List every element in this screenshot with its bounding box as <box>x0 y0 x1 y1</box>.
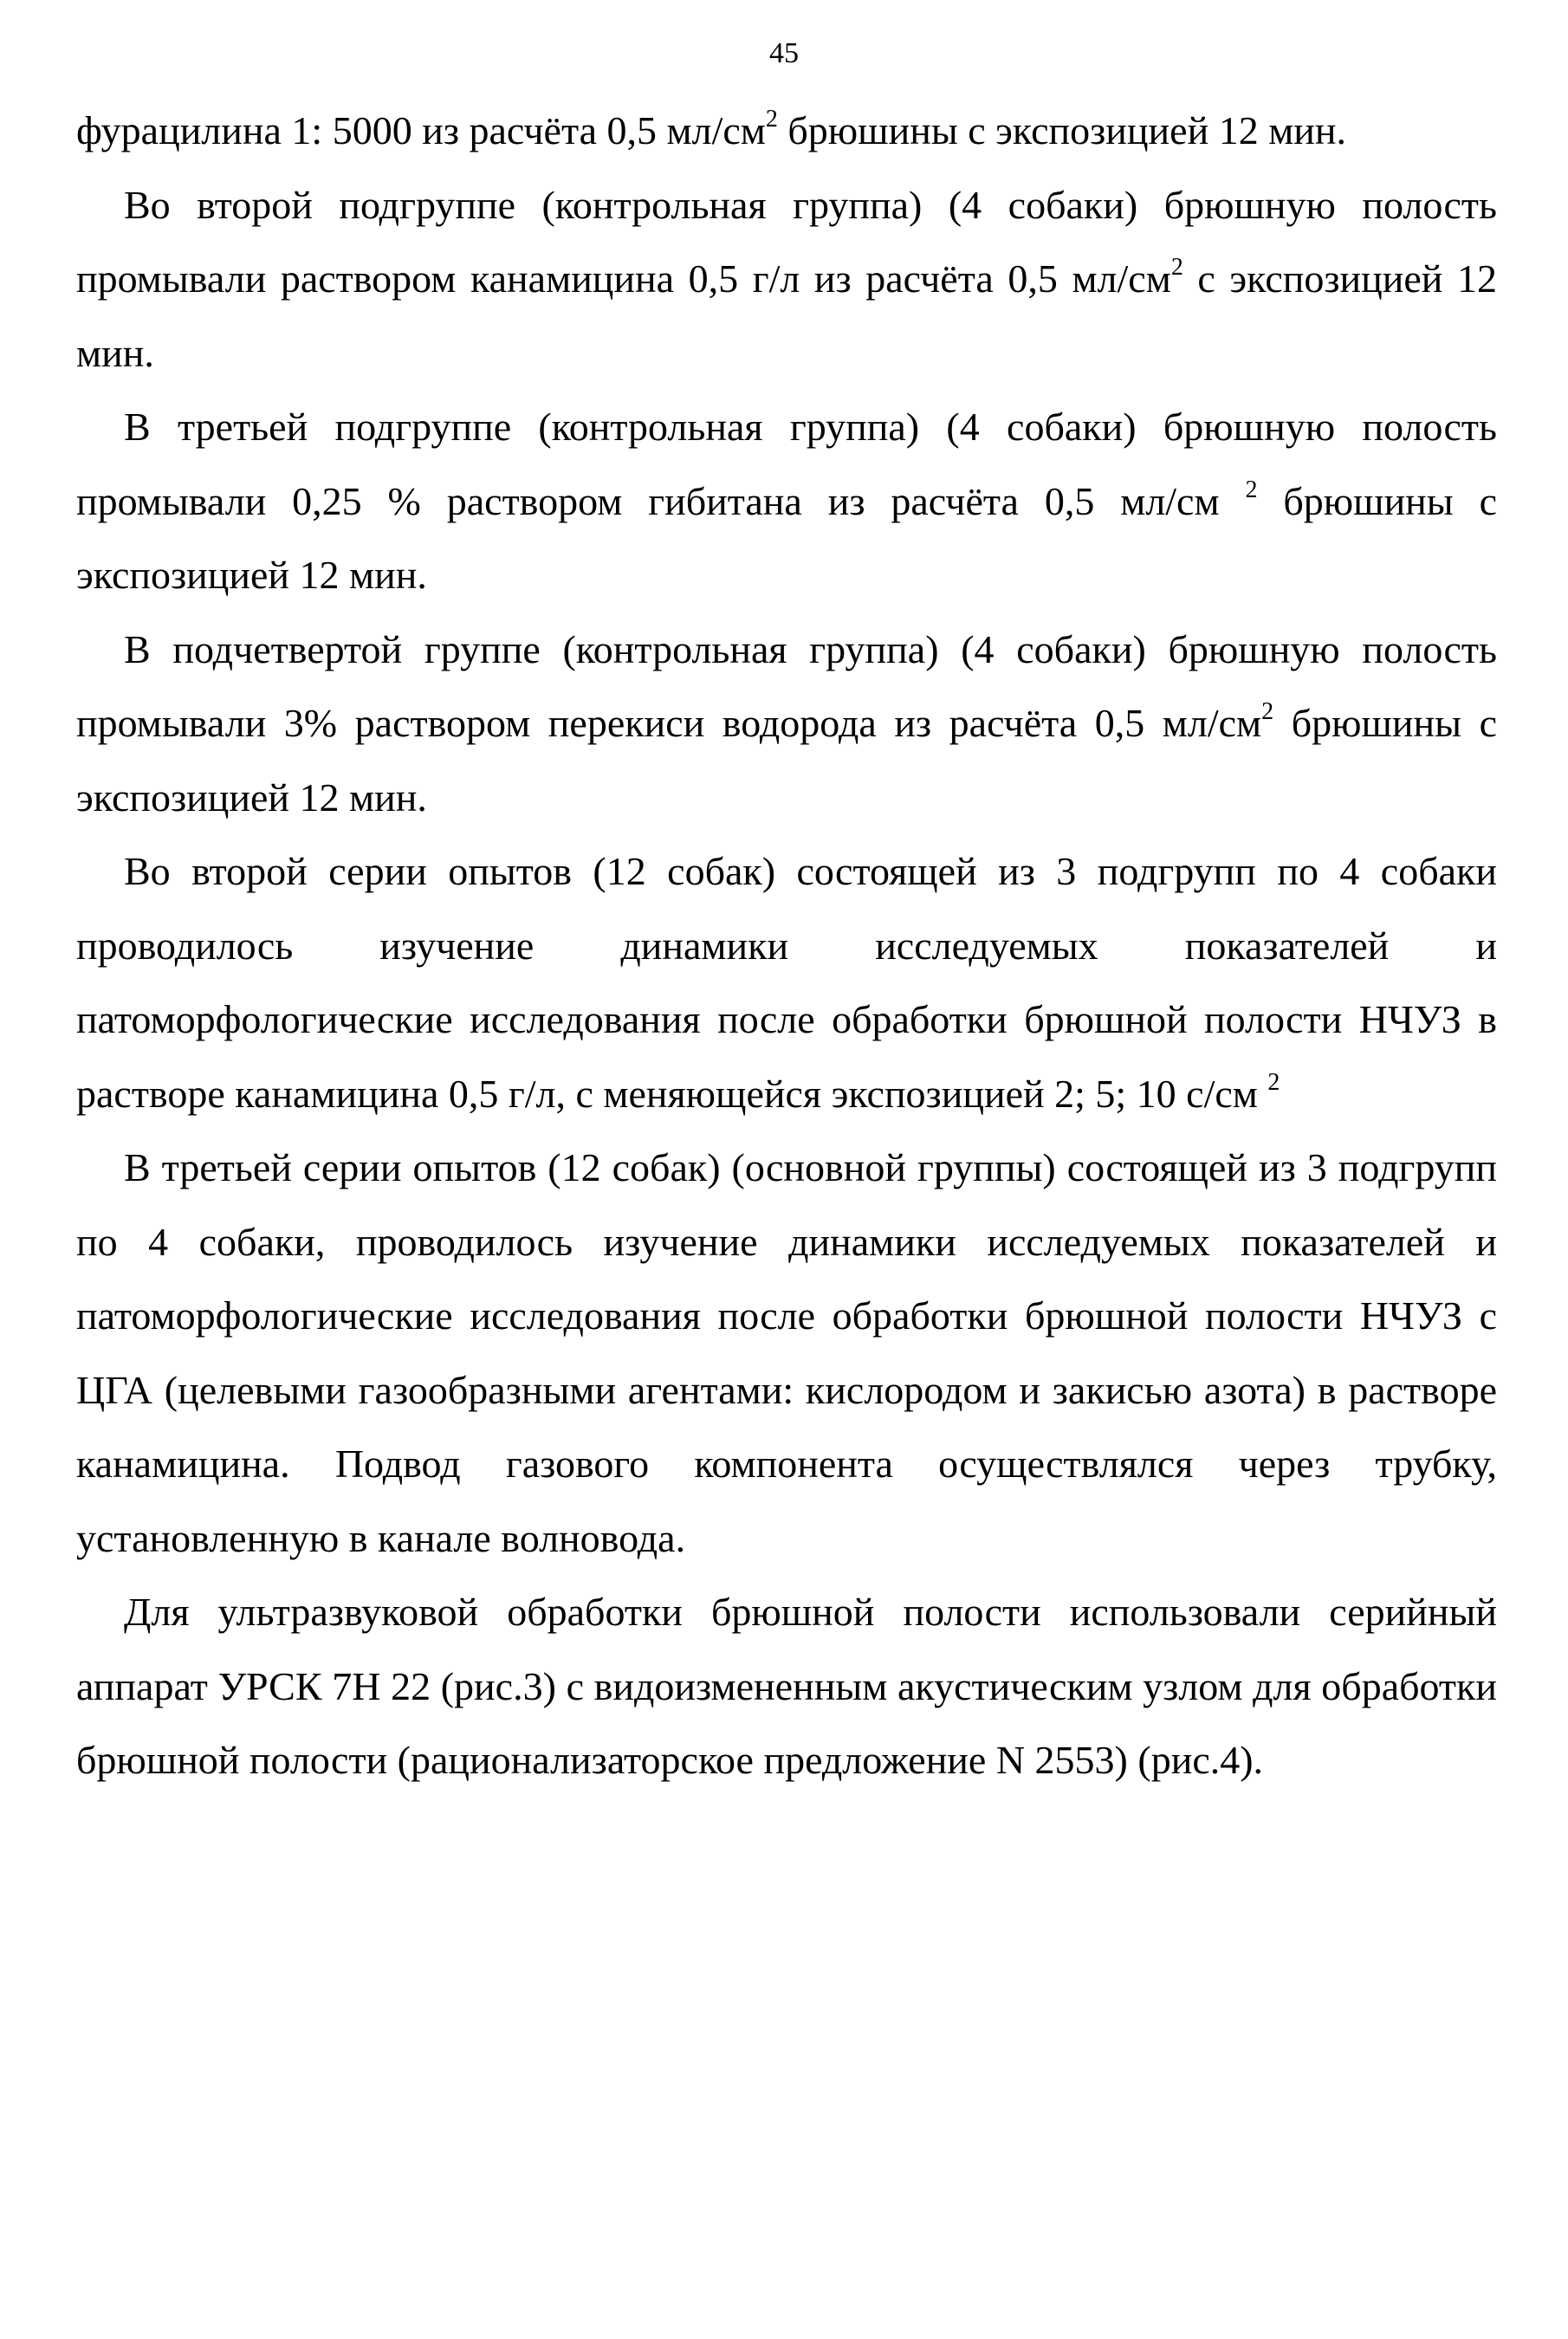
paragraph-text: Во второй подгруппе (контрольная группа) (4 собаки) брюшную полость промывали раствором канамицина 0,5 г/л из расчёта 0,5 мл/см <box>76 182 1497 301</box>
paragraph <box>76 1575 1497 1798</box>
document-body <box>76 94 1497 1798</box>
superscript: 2 <box>1170 254 1183 281</box>
paragraph-text: В подчетвертой группе (контрольная группа) (4 собаки) брюшную полость промывали 3% раствором перекиси водорода из расчёта 0,5 мл/см <box>76 626 1497 745</box>
paragraph-text: В третьей серии опытов (12 собак) (основной группы) состоящей из 3 подгрупп по 4 собаки, проводилось изучение динамики исследуемых показателей и патоморфологические исследования после обработки брюшной полости НЧУЗ с ЦГА (целевыми газообразными агентами: кислородом и закисью азота) в растворе канамицина. Подвод газового компонента осуществлялся через трубку, установленную в канале волновода. <box>76 1145 1497 1560</box>
paragraph-text: с экспозицией 12 мин. <box>76 256 1497 375</box>
paragraph <box>76 1131 1497 1575</box>
paragraph <box>76 834 1497 1131</box>
paragraph-text: брюшины с экспозицией 12 мин. <box>76 478 1498 597</box>
paragraph-text: В третьей подгруппе (контрольная группа) (4 собаки) брюшную полость промывали 0,25 % раствором гибитана из расчёта 0,5 мл/см <box>76 405 1497 523</box>
superscript: 2 <box>1245 476 1258 503</box>
superscript: 2 <box>1267 1068 1280 1096</box>
paragraph-text: Для ультразвуковой обработки брюшной полости использовали серийный аппарат УРСК 7Н 22 (рис.3) с видоизмененным акустическим узлом для обработки брюшной полости (рационализаторское предложение N 2553) (рис.4). <box>76 1590 1497 1782</box>
superscript: 2 <box>1261 698 1274 725</box>
paragraph <box>76 168 1497 391</box>
paragraph-text: брюшины с экспозицией 12 мин. <box>76 701 1498 820</box>
paragraph <box>76 612 1497 835</box>
paragraph <box>76 94 1497 168</box>
paragraph-text: фурацилина 1: 5000 из расчёта 0,5 мл/см <box>76 108 766 152</box>
superscript: 2 <box>765 106 778 133</box>
page-number: 45 <box>769 37 799 69</box>
paragraph-text: Во второй серии опытов (12 собак) состоящей из 3 подгрупп по 4 собаки проводилось изучение динамики исследуемых показателей и патоморфологические исследования после обработки брюшной полости НЧУЗ в растворе канамицина 0,5 г/л, с меняющейся экспозицией 2; 5; 10 с/см <box>76 849 1497 1116</box>
paragraph <box>76 390 1497 612</box>
paragraph-text: брюшины с экспозицией 12 мин. <box>777 108 1347 152</box>
